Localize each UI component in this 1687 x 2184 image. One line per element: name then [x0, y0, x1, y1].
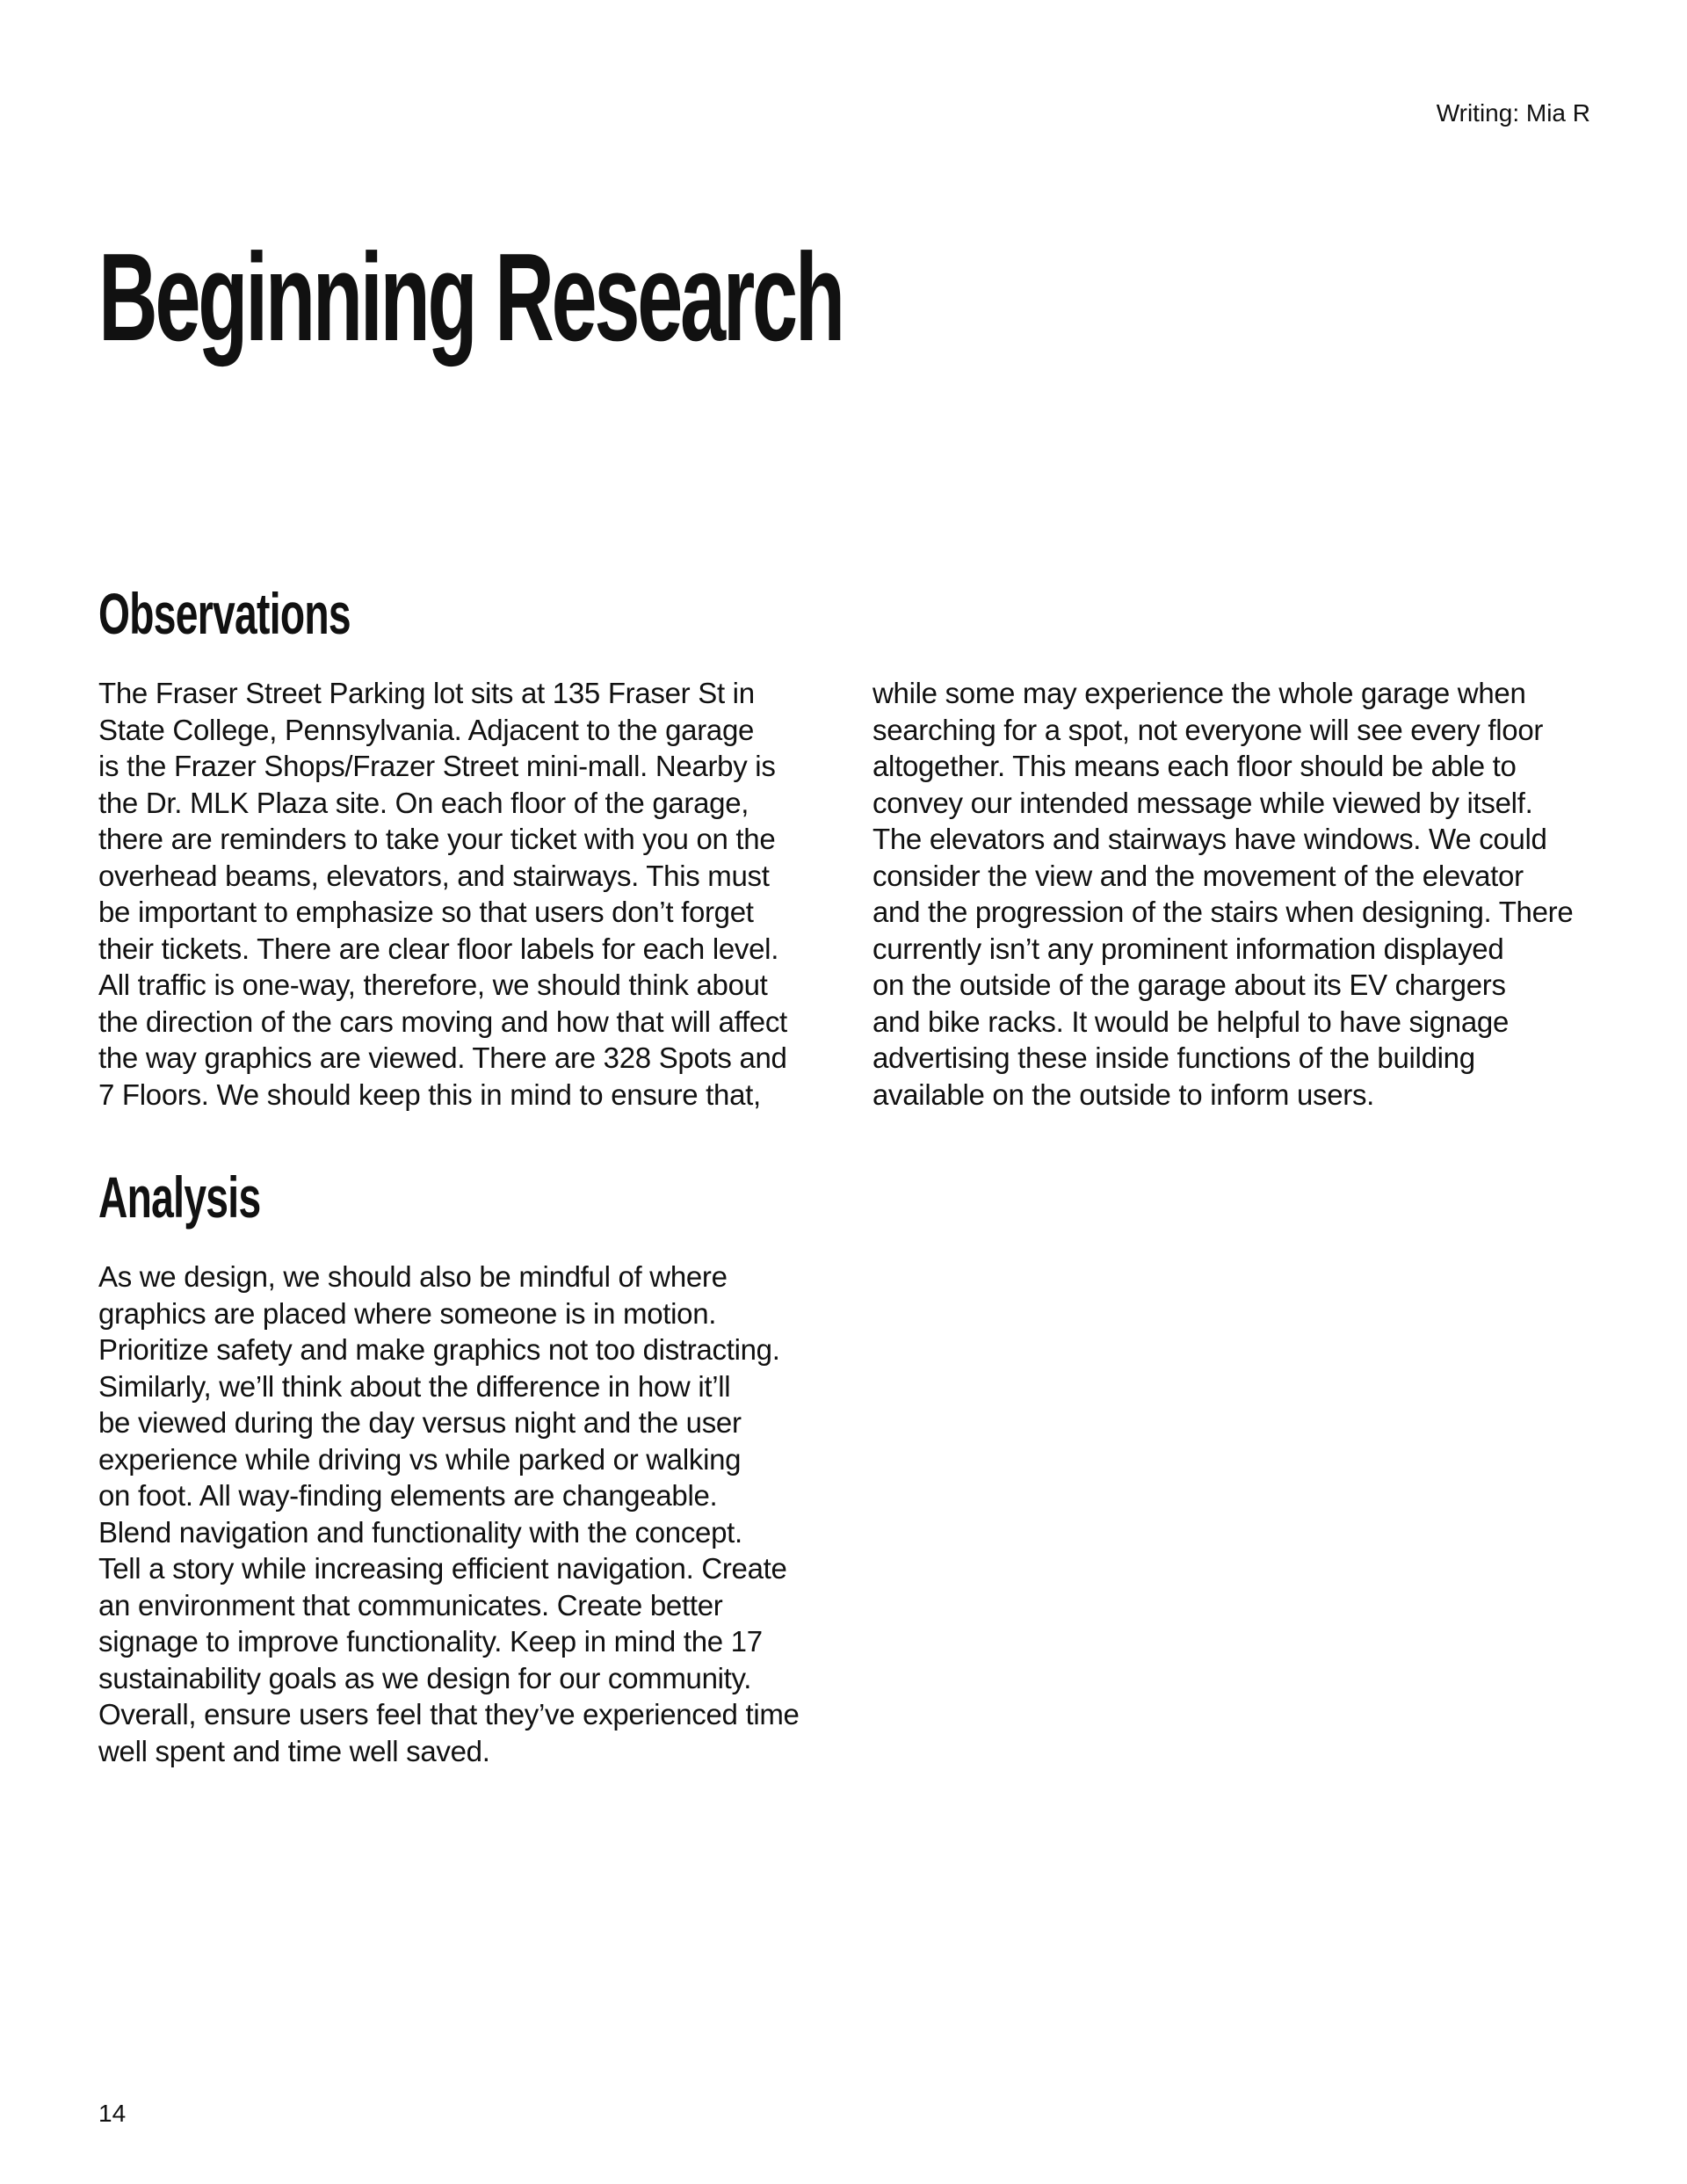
- text-line: currently isn’t any prominent information displayed: [872, 932, 1504, 965]
- text-line: on foot. All way-finding elements are changeable.: [98, 1479, 718, 1512]
- text-line: signage to improve functionality. Keep in mind the 17: [98, 1625, 763, 1658]
- text-line: on the outside of the garage about its EV chargers: [872, 969, 1506, 1001]
- text-line: consider the view and the movement of the elevator: [872, 859, 1524, 892]
- text-line: All traffic is one-way, therefore, we should think about: [98, 969, 768, 1001]
- text-line: while some may experience the whole garage when: [872, 677, 1526, 709]
- text-line: well spent and time well saved.: [98, 1734, 490, 1767]
- text-line: The Fraser Street Parking lot sits at 135 Fraser St in: [98, 677, 755, 709]
- text-line: and the progression of the stairs when designing. There: [872, 896, 1574, 928]
- text-line: graphics are placed where someone is in motion.: [98, 1296, 717, 1330]
- text-line: there are reminders to take your ticket with you on the: [98, 823, 776, 855]
- text-line: and bike racks. It would be helpful to have signage: [872, 1005, 1510, 1038]
- text-line: is the Frazer Shops/Frazer Street mini-mall. Nearby is: [98, 750, 776, 782]
- text-line: Prioritize safety and make graphics not too distracting.: [98, 1333, 780, 1366]
- page-number: 14: [98, 2100, 127, 2127]
- text-line: Overall, ensure users feel that they’ve experienced time: [98, 1698, 800, 1731]
- observations-column-2: [872, 675, 1573, 1113]
- observations-column-1: [98, 675, 787, 1113]
- text-line: advertising these inside functions of the building: [872, 1041, 1475, 1074]
- text-line: Tell a story while increasing efficient navigation. Create: [98, 1552, 787, 1585]
- text-line: available on the outside to inform users.: [872, 1077, 1375, 1111]
- text-line: As we design, we should also be mindful of where: [98, 1260, 728, 1293]
- text-line: Similarly, we’ll think about the difference in how it’ll: [98, 1369, 731, 1403]
- text-line: their tickets. There are clear floor labels for each level.: [98, 932, 779, 965]
- text-line: overhead beams, elevators, and stairways. This must: [98, 859, 770, 892]
- text-line: searching for a spot, not everyone will see every floor: [872, 713, 1544, 746]
- text-line: 7 Floors. We should keep this in mind to ensure that,: [98, 1077, 761, 1111]
- text-line: the way graphics are viewed. There are 328 Spots and: [98, 1041, 787, 1074]
- text-line: The elevators and stairways have windows. We could: [872, 823, 1547, 855]
- text-line: Blend navigation and functionality with the concept.: [98, 1515, 742, 1549]
- text-line: convey our intended message while viewed by itself.: [872, 786, 1533, 819]
- analysis-heading: Analysis: [98, 1165, 261, 1230]
- text-line: an environment that communicates. Create better: [98, 1588, 723, 1622]
- text-line: be important to emphasize so that users don’t forget: [98, 896, 754, 928]
- text-line: the Dr. MLK Plaza site. On each floor of the garage,: [98, 786, 749, 819]
- author-credit: Writing: Mia R: [1436, 99, 1590, 127]
- text-line: sustainability goals as we design for our community.: [98, 1661, 752, 1694]
- analysis-column: [98, 1259, 800, 1769]
- text-line: be viewed during the day versus night and the user: [98, 1406, 742, 1439]
- text-line: experience while driving vs while parked or walking: [98, 1442, 742, 1476]
- observations-heading: Observations: [98, 581, 351, 646]
- page-title: Beginning Research: [98, 228, 843, 367]
- text-line: the direction of the cars moving and how that will affect: [98, 1005, 787, 1038]
- text-line: altogether. This means each floor should be able to: [872, 750, 1517, 782]
- text-line: State College, Pennsylvania. Adjacent to the garage: [98, 713, 755, 746]
